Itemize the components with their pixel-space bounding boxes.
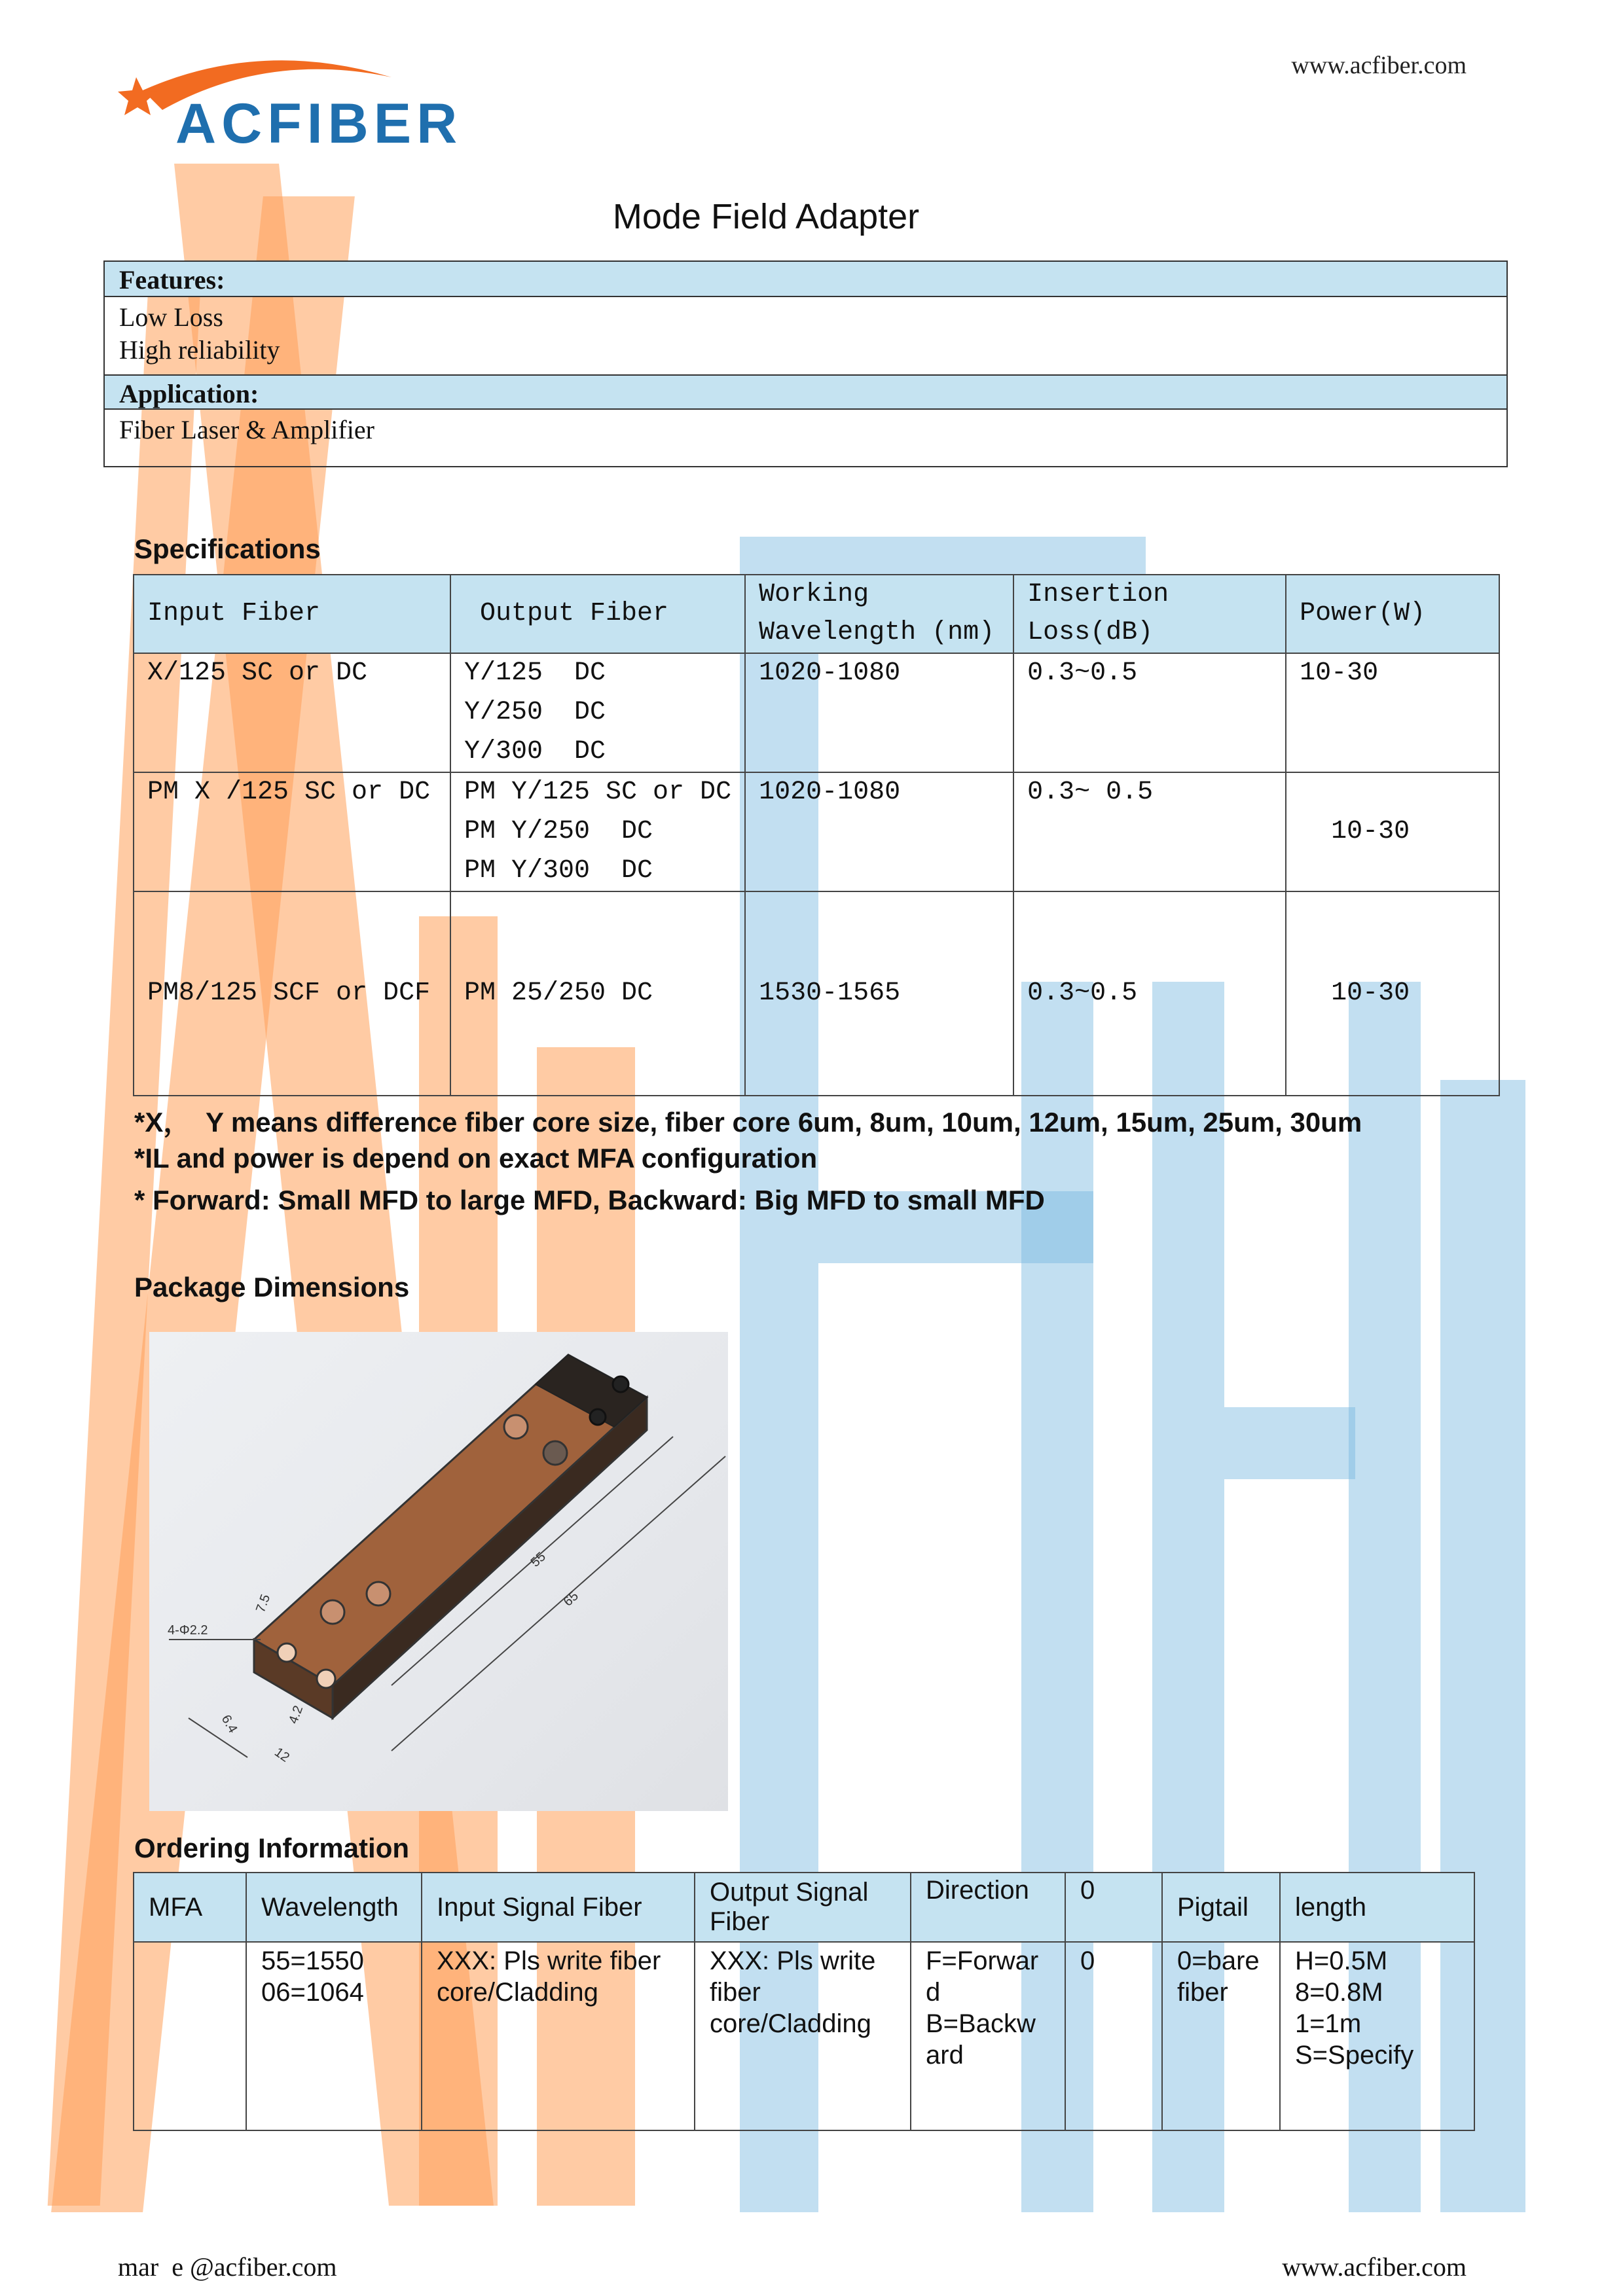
features-list (105, 297, 1506, 374)
table-row (134, 653, 1499, 772)
package-illustration (149, 1332, 728, 1811)
table-header-row (134, 575, 1499, 653)
dim-label: 65 (560, 1588, 581, 1609)
features-label: Features: (105, 262, 1506, 297)
header-insertion-loss: Insertion Loss(dB) (1013, 575, 1286, 653)
cell-power: 10-30 (1286, 891, 1499, 1096)
header-pigtail: Pigtail (1162, 1873, 1280, 1942)
specifications-table (133, 574, 1500, 1096)
cell-power: 10-30 (1286, 653, 1499, 772)
header-power: Power(W) (1286, 575, 1499, 653)
header-input-signal-fiber: Input Signal Fiber (422, 1873, 695, 1942)
cell-wavelength: 1020-1080 (745, 653, 1013, 772)
cell-wavelength: 1020-1080 (745, 772, 1013, 891)
feature-item: Low Loss (119, 302, 223, 332)
table-row (134, 1942, 1474, 2130)
dim-label: 7.5 (253, 1592, 274, 1615)
ordering-heading: Ordering Information (134, 1833, 409, 1863)
cell-input: PM8/125 SCF or DCF (134, 891, 450, 1096)
cell-output: Y/125 DC Y/250 DC Y/300 DC (450, 653, 745, 772)
table-row (134, 891, 1499, 1096)
dim-label: 6.4 (218, 1712, 240, 1736)
cell-output: PM Y/125 SC or DC PM Y/250 DC PM Y/300 DC (450, 772, 745, 891)
dim-label: 4-Φ2.2 (168, 1623, 208, 1638)
cell-length: H=0.5M 8=0.8M 1=1m S=Specify (1280, 1942, 1474, 2130)
header-length: length (1280, 1873, 1474, 1942)
cell-pigtail: 0=bare fiber (1162, 1942, 1280, 2130)
note-il-power: *IL and power is depend on exact MFA configuration (134, 1143, 818, 1174)
cell-mfa (134, 1942, 246, 2130)
cell-direction: F=Forwar d B=Backw ard (911, 1942, 1065, 2130)
header-output-fiber: Output Fiber (450, 575, 745, 653)
header-zero: 0 (1065, 1873, 1162, 1942)
cell-input: X/125 SC or DC (134, 653, 450, 772)
cell-power: 10-30 (1286, 772, 1499, 891)
header-output-signal-fiber: Output Signal Fiber (695, 1873, 911, 1942)
package-drawing (149, 1332, 728, 1811)
application-label: Application: (105, 374, 1506, 410)
cell-loss: 0.3~0.5 (1013, 653, 1286, 772)
note-direction: * Forward: Small MFD to large MFD, Backward: Big MFD to small MFD (134, 1185, 1045, 1215)
ordering-table (133, 1872, 1475, 2131)
features-box (103, 260, 1508, 467)
cell-output-signal-fiber: XXX: Pls write fiber core/Cladding (695, 1942, 911, 2130)
logo-text: ACFIBER (175, 92, 463, 155)
footer-email[interactable]: mar e @acfiber.com (118, 2252, 337, 2282)
header-direction: Direction (911, 1873, 1065, 1942)
specifications-heading: Specifications (134, 533, 321, 564)
cell-loss: 0.3~0.5 (1013, 891, 1286, 1096)
table-row (134, 772, 1499, 891)
dim-label: 12 (272, 1745, 292, 1765)
cell-loss: 0.3~ 0.5 (1013, 772, 1286, 891)
cell-output: PM 25/250 DC (450, 891, 745, 1096)
cell-input: PM X /125 SC or DC (134, 772, 450, 891)
application-list (105, 410, 1506, 466)
feature-item: High reliability (119, 335, 280, 365)
footer-website[interactable]: www.acfiber.com (1282, 2252, 1467, 2282)
header-wavelength: Working Wavelength (nm) (745, 575, 1013, 653)
cell-zero: 0 (1065, 1942, 1162, 2130)
header-website[interactable]: www.acfiber.com (1291, 52, 1467, 79)
cell-wavelength: 1530-1565 (745, 891, 1013, 1096)
cell-wavelength: 55=1550 06=1064 (246, 1942, 422, 2130)
note-fiber-size: *X， Y means difference fiber core size, fiber core 6um, 8um, 10um, 12um, 15um, 25um, 30um (134, 1107, 1362, 1138)
package-heading: Package Dimensions (134, 1272, 410, 1302)
header-mfa: MFA (134, 1873, 246, 1942)
dim-label: 4.2 (286, 1704, 306, 1726)
application-item: Fiber Laser & Amplifier (119, 415, 374, 444)
cell-input-signal-fiber: XXX: Pls write fiber core/Cladding (422, 1942, 695, 2130)
header-wavelength: Wavelength (246, 1873, 422, 1942)
table-header-row (134, 1873, 1474, 1942)
dim-label: 55 (528, 1549, 549, 1570)
page-title: Mode Field Adapter (612, 197, 920, 236)
header-input-fiber: Input Fiber (134, 575, 450, 653)
